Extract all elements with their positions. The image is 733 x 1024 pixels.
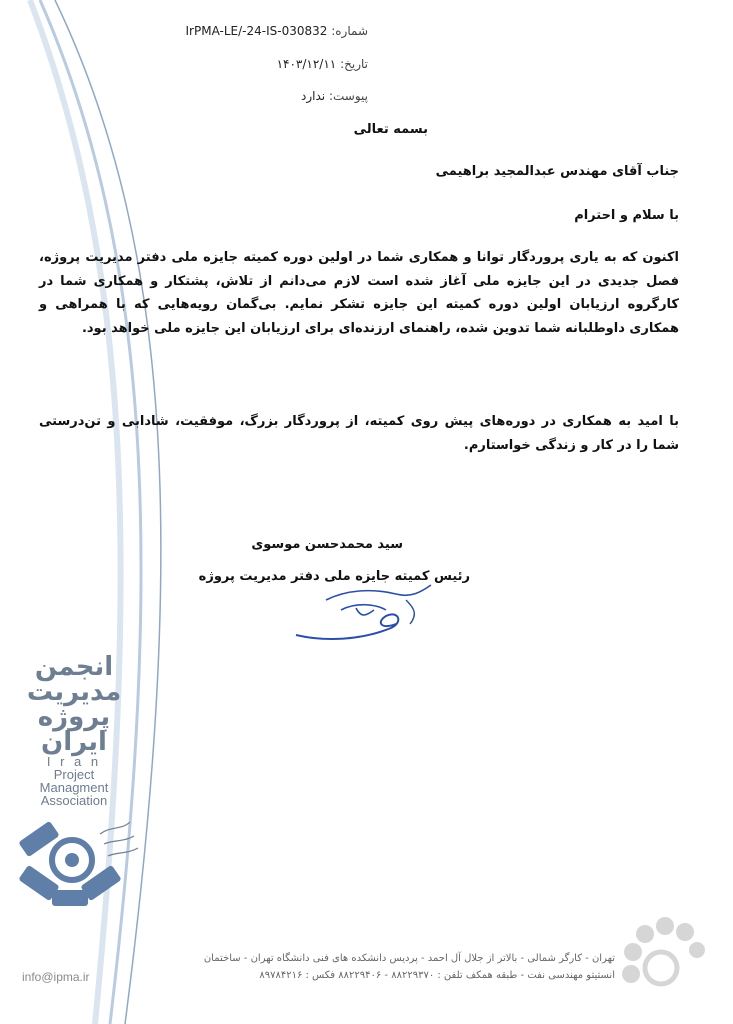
footer-address-line-2: انستیتو مهندسی نفت - طبقه همکف تلفن : ۸۸۲۲۹۳۷۰ - ۸۸۲۲۹۴۰۶ فکس : ۸۹۷۸۴۲۱۶	[259, 970, 615, 981]
recipient-salutation: جناب آقای مهندس عبدالمجید براهیمی	[435, 164, 679, 179]
letter-number	[186, 24, 368, 38]
bismillah-heading: بسمه تعالی	[353, 122, 428, 137]
letter-number-label: شماره:	[331, 24, 368, 38]
signer-name: سید محمدحسن موسوی	[251, 537, 403, 552]
association-logo	[14, 652, 134, 808]
footer-email: info@ipma.ir	[22, 970, 90, 984]
footer-emblem-icon	[613, 912, 708, 997]
letter-date-value: ۱۴۰۳/۱۲/۱۱	[276, 57, 337, 71]
logo-fa-line-2: مدیریت	[26, 677, 122, 707]
logo-en-line-4: Association	[40, 793, 108, 808]
letter-date	[277, 57, 368, 71]
logo-en-line-1: I r a n	[46, 754, 102, 769]
greeting: با سلام و احترام	[574, 208, 679, 223]
signer-title: رئیس کمیته جایزه ملی دفتر مدیریت پروژه	[198, 569, 470, 584]
letter-attachment-value: ندارد	[301, 89, 326, 103]
letter-attachment	[301, 89, 368, 103]
body-paragraph-1: اکنون که به یاری پروردگار توانا و همکاری شما در اولین دوره کمیته جایزه ملی دفتر مدیریت پروژه، فصل جدیدی در این جایزه ملی آغاز شده است لازم می‌دانم از تلاش، پشتکار و همکاری شما در کارگروه ارزیابان اولین دوره کمیته این جایزه تشکر نمایم. بی‌گمان رویه‌هایی که با همراهی و همکاری داوطلبانه شما تدوین شده، راهنمای ارزنده‌ای برای ارزیابان این جایزه ملی خواهد بود.	[39, 250, 679, 336]
handwritten-signature	[286, 580, 436, 645]
logo-en-line-2: Project	[53, 767, 95, 782]
association-emblem-icon	[12, 812, 147, 912]
letter-number-value: IrPMA-LE/-24-IS-030832	[185, 24, 328, 38]
footer-address	[204, 950, 615, 984]
footer-address-line-1: تهران - کارگر شمالی - بالاتر از جلال آل احمد - پردیس دانشکده های فنی دانشگاه تهران - ساختمان	[203, 953, 615, 964]
logo-fa-line-1: انجمن	[34, 652, 114, 682]
logo-en-line-3: Managment	[39, 780, 109, 795]
logo-fa-line-3: پروژه	[37, 702, 111, 732]
letter-date-label: تاریخ:	[340, 57, 368, 71]
logo-fa-line-4: ایران	[41, 727, 107, 757]
letter-attachment-label: پیوست:	[328, 89, 368, 103]
body-paragraph-2: با امید به همکاری در دوره‌های پیش روی کمیته، از پروردگار بزرگ، موفقیت، شادابی و تن‌درستی شما را در کار و زندگی خواستارم.	[39, 414, 679, 453]
